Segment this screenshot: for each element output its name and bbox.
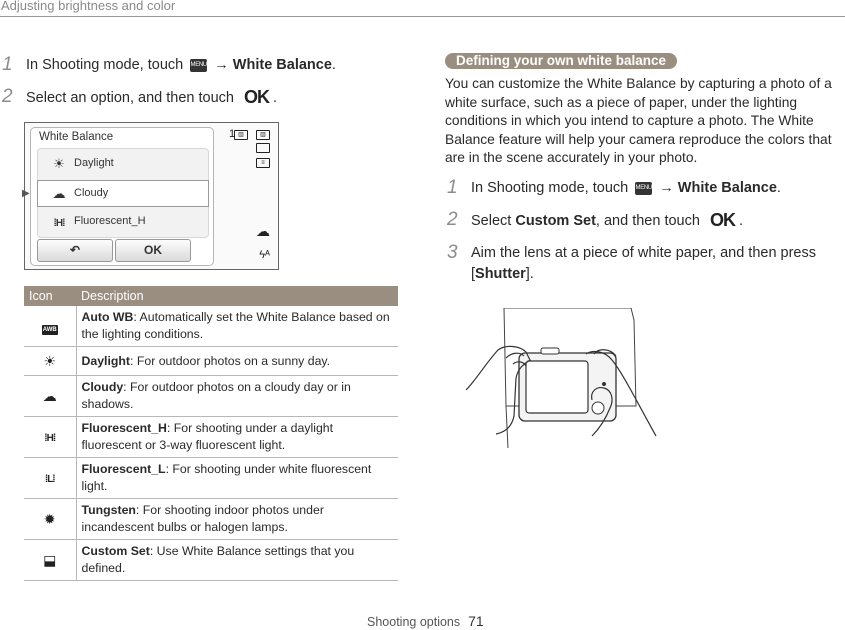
menu-icon: MENU <box>635 182 652 195</box>
auto-wb-icon: AWB <box>24 306 76 347</box>
table-row <box>24 540 398 581</box>
ok-button[interactable]: OK <box>115 239 191 262</box>
option-desc: : For shooting indoor photos under incandescent bulbs or halogen lamps. <box>81 503 324 534</box>
step-post: . <box>776 180 781 196</box>
flash-auto-icon: ϟᴬ <box>259 249 270 261</box>
step-text-pre: In Shooting mode, touch <box>26 57 184 73</box>
row-description <box>76 499 398 540</box>
camera-white-paper-illustration <box>466 308 661 448</box>
step-text <box>471 243 833 285</box>
section-title: Defining your own white balance <box>445 53 677 69</box>
column-header-icon: Icon <box>24 286 76 306</box>
table-row <box>24 458 398 499</box>
step-text <box>471 210 743 231</box>
white-balance-options-table <box>24 286 398 581</box>
battery-icon: ▥ <box>256 128 270 140</box>
row-description <box>76 306 398 347</box>
menu-icon: MENU <box>190 59 207 72</box>
size-icon <box>256 143 270 156</box>
option-desc: : For outdoor photos on a sunny day. <box>130 353 331 368</box>
menu-title: White Balance <box>39 131 114 143</box>
option-desc: : For shooting under white fluorescent light. <box>81 462 372 493</box>
table-header-row <box>24 286 398 306</box>
option-label: Daylight <box>74 157 114 169</box>
step-post: . <box>738 213 743 229</box>
step-target: White Balance <box>232 57 332 73</box>
step-target: White Balance <box>677 180 777 196</box>
step-text-pre: In Shooting mode, touch <box>471 180 629 196</box>
option-label: Fluorescent_H <box>74 215 146 227</box>
right-step-2 <box>447 210 743 231</box>
intro-paragraph: You can customize the White Balance by capturing a photo of a white surface, such as a piece of paper, under the lighting conditions in which you intend to capture a photo. The White Balance feature will help your camera reproduce the colors that are in the scene accurately in your photo. <box>445 76 832 165</box>
custom-set-icon: ⬓ <box>24 540 76 581</box>
step-number: 2 <box>2 86 13 107</box>
step-post: . <box>273 90 278 106</box>
back-arrow-icon: ↶ <box>69 243 81 257</box>
step-text-pre: Select <box>471 213 512 229</box>
option-desc: : Automatically set the White Balance based on the lighting conditions. <box>81 310 390 341</box>
left-step-1 <box>2 55 336 75</box>
option-name: Tungsten <box>81 503 136 517</box>
right-step-3 <box>447 243 837 285</box>
option-cloudy[interactable] <box>22 180 209 207</box>
footer-label: Shooting options <box>367 615 461 629</box>
left-step-2 <box>2 87 277 108</box>
selection-arrow-icon: ▶ <box>22 188 30 199</box>
step-target: Shutter <box>475 266 526 282</box>
step-text <box>471 178 781 198</box>
fluorescent-l-icon: ⁞L⁞ <box>24 458 76 499</box>
page-number: 71 <box>468 613 484 629</box>
row-description <box>76 417 398 458</box>
option-name: Fluorescent_H <box>81 421 167 435</box>
sun-icon: ☀ <box>53 156 65 171</box>
step-text <box>26 55 336 75</box>
row-description <box>76 540 398 581</box>
step-number: 3 <box>447 242 458 263</box>
quality-icon: ≡ <box>256 156 270 168</box>
arrow-icon: → <box>214 57 229 73</box>
fluorescent-h-icon: ⁞H⁞ <box>24 417 76 458</box>
option-fluorescent-h[interactable] <box>38 209 208 234</box>
row-description <box>76 347 398 376</box>
option-desc: : For shooting under a daylight fluorescent or 3-way fluorescent light. <box>81 421 334 452</box>
option-name: Daylight <box>81 353 131 368</box>
option-list <box>22 148 209 238</box>
table-row <box>24 417 398 458</box>
cloud-icon: ☁ <box>52 186 66 201</box>
step-number: 1 <box>2 54 13 75</box>
white-balance-menu <box>22 127 214 266</box>
step-text-pre: Select an option, and then touch <box>26 90 234 106</box>
memory-card-icon: ▥ <box>234 128 248 140</box>
step-text-mid: , and then touch <box>595 213 700 229</box>
step-number: 2 <box>447 209 458 230</box>
back-button[interactable] <box>37 239 113 262</box>
option-name: Custom Set <box>81 544 150 558</box>
row-description <box>76 376 398 417</box>
table-row <box>24 499 398 540</box>
right-step-1 <box>447 178 781 198</box>
page-footer <box>367 613 484 629</box>
camera-drawing <box>519 348 616 421</box>
step-post: ]. <box>525 266 534 282</box>
shot-count: 1 <box>229 128 236 140</box>
option-name: Auto WB <box>81 310 134 324</box>
ok-icon: OK <box>244 87 270 107</box>
camera-lcd-screen <box>24 122 279 270</box>
step-text-pre: Aim the lens at a piece of white paper, and then press [ <box>471 245 816 282</box>
ok-icon: OK <box>709 210 735 230</box>
option-desc: : For outdoor photos on a cloudy day or in shadows. <box>81 380 351 411</box>
step-target: Custom Set <box>515 213 596 229</box>
table-row <box>24 306 398 347</box>
fluorescent-h-icon: ⁞H⁞ <box>53 218 65 229</box>
step-text <box>26 87 277 108</box>
tungsten-icon: ✹ <box>24 499 76 540</box>
step-number: 1 <box>447 177 458 198</box>
cloud-status-icon: ☁ <box>256 223 270 239</box>
table-row <box>24 376 398 417</box>
cloud-icon: ☁ <box>24 376 76 417</box>
column-header-description: Description <box>76 286 398 306</box>
page-header <box>0 0 845 17</box>
step-post: . <box>331 57 336 73</box>
sun-icon: ☀ <box>24 347 76 376</box>
arrow-icon: → <box>659 180 674 196</box>
option-desc: : Use White Balance settings that you defined. <box>81 544 355 575</box>
table-row <box>24 347 398 376</box>
row-description <box>76 458 398 499</box>
option-name: Cloudy <box>81 380 124 394</box>
option-daylight[interactable] <box>38 151 208 176</box>
option-name: Fluorescent_L <box>81 462 166 476</box>
header-title: Adjusting brightness and color <box>1 0 176 13</box>
option-label: Cloudy <box>74 187 109 199</box>
